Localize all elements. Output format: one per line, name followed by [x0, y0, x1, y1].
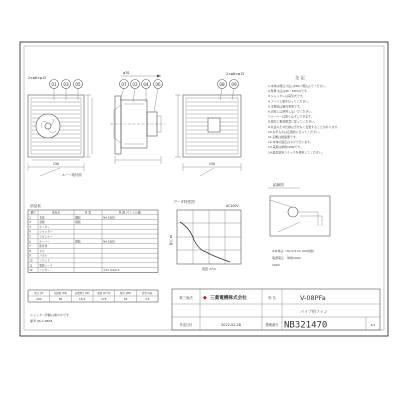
parts-cell: 取付枠	[39, 244, 48, 249]
parts-header-cell: 材 質	[84, 210, 92, 215]
spec-table	[28, 290, 158, 323]
spec-value-cell: 175	[101, 297, 107, 302]
spec-header-cell: 電圧 (V)	[34, 292, 44, 296]
note-line: 12.本体の固定はネジで行います。	[268, 140, 313, 145]
chart-xlabel: 風量 m³/h	[202, 267, 216, 271]
spec-value-cell: 34	[123, 297, 128, 302]
title-block	[172, 289, 380, 331]
callout-group-right	[218, 80, 239, 101]
parts-cell: 本体	[39, 215, 45, 220]
note-line: 4.アース工事を行ってください。	[268, 99, 311, 104]
performance-chart	[168, 199, 241, 271]
callout-group-side	[120, 80, 163, 113]
callout-07: 07	[121, 82, 127, 87]
left-caption: ルーバ取付面	[62, 173, 82, 177]
parts-cell: ネジ	[39, 248, 45, 253]
wiring-note-3: 100V	[272, 263, 280, 267]
callout-03: 03	[63, 82, 69, 87]
parts-cell: 鋼板	[75, 215, 81, 220]
parts-cell: 4	[29, 229, 31, 234]
parts-cell: 7	[29, 244, 31, 249]
company-name: 三菱電機株式会社	[210, 296, 247, 301]
note-line: 1.本体は埋込寸法□150に埋込んでください。	[268, 84, 329, 88]
note-line: 3.シャッターは電気式です。	[268, 94, 306, 99]
spec-note-1: シャッター作動は速やかです	[30, 313, 69, 317]
left-label-top: 2×φ6×φ15	[28, 76, 47, 80]
note-line: 2.壁厚寸法は25〜50mmです。	[268, 89, 310, 94]
parts-cell: モーター	[39, 224, 50, 229]
parts-header-cell: 番号	[30, 210, 36, 215]
notes-lines	[268, 83, 340, 154]
note-line: 5.本製品は屋内専用です。	[268, 104, 303, 109]
left-dim-bottom: 150	[52, 162, 60, 166]
notes-block	[268, 74, 340, 154]
parts-cell: 11	[29, 263, 33, 268]
callout-05: 05	[75, 82, 81, 87]
side-arrow-label: φ70	[123, 71, 130, 75]
spec-note-2: 備考 JIS C 9603	[30, 319, 53, 323]
parts-cell: ハンガー	[39, 268, 50, 273]
parts-table-title: 部品表	[30, 204, 41, 208]
company-logo: ◆	[203, 295, 207, 301]
performance-curve	[180, 222, 230, 262]
note-line: 11.羽根は樹脂製です。	[268, 135, 299, 139]
chart-title: データ特性図	[173, 200, 195, 204]
parts-cell: 3	[29, 224, 31, 229]
callout-08: 08	[219, 82, 225, 87]
drawing-date: 2022-02-28	[221, 323, 241, 327]
wiring-title: 結線図	[273, 183, 284, 187]
note-line: 6.浴室には使用しないでください。	[268, 109, 315, 114]
model-label: 形 名	[268, 296, 276, 300]
fan-circle	[36, 114, 60, 138]
front-view-left	[28, 95, 92, 176]
sheet-number: 1/1	[370, 323, 376, 327]
spec-value-cell: 3.5	[144, 297, 150, 302]
spec-value-cell: 16.5	[79, 297, 86, 302]
wiring-diagram	[268, 182, 330, 267]
parts-cell: 電源コード	[39, 263, 53, 268]
callout-09: 09	[231, 82, 237, 87]
spec-header-cell: 質量 (kg)	[142, 292, 153, 296]
note-line: 14.換気扇用スイッチを使用してください。	[268, 150, 325, 155]
notes-title: 注 記	[295, 75, 305, 80]
chart-ylabel: 静圧 Pa	[169, 234, 173, 246]
spec-value-cell: 100	[36, 297, 42, 302]
callout-02: 02	[132, 82, 138, 87]
spec-grid	[28, 290, 158, 302]
drawing-number: NB321470	[284, 320, 328, 331]
parts-cell: パネル	[39, 253, 48, 258]
parts-header-cell: 部品名	[51, 210, 61, 215]
spec-value-cell: 50	[58, 297, 63, 302]
parts-cell: 樹脂	[75, 239, 81, 244]
parts-cell: 12	[29, 268, 33, 273]
parts-cell: シャッター	[39, 229, 53, 234]
parts-cell: 樹脂	[75, 220, 81, 225]
date-label: 作成日付	[179, 323, 193, 327]
drawing-no-label: 整理番号	[265, 323, 279, 327]
model-name: V-08PFa	[300, 294, 326, 302]
spec-header-cell: 騒音 (dB)	[120, 292, 131, 296]
wiring-note-1: ※本体は〜AC 0.5×2 (AC結線)	[272, 249, 315, 253]
spec-header-cell: 消費電力 (W)	[74, 292, 90, 296]
callout-01: 01	[51, 82, 57, 87]
parts-cell: N9.5近似	[103, 239, 115, 244]
parts-cell: N9.5近似	[103, 215, 115, 220]
note-line: 8.据付工事説明書に従ってください。	[268, 119, 318, 124]
parts-table	[28, 203, 158, 272]
parts-cell: 2	[29, 220, 31, 225]
parts-cell: 羽根	[39, 220, 45, 225]
wiring-note-2: 電源電圧：単相100V	[272, 256, 301, 260]
note-line: 7.ルーバーは取りはずしできます。	[268, 114, 314, 119]
parts-cell: 9	[29, 253, 31, 258]
callout-04: 04	[143, 82, 149, 87]
callout-group-left	[50, 80, 83, 101]
note-line: 9.改良のため仕様は予告なく変更することがあります。	[268, 124, 340, 129]
title-stamp: 第三角法	[179, 296, 193, 300]
parts-grid	[28, 210, 158, 272]
parts-cell: 6	[29, 239, 31, 244]
right-label-top: 2×φ6×φ15	[226, 72, 245, 76]
note-line: 10.お手入れは定期的に行ってください。	[268, 129, 322, 134]
spec-header-cell: 風量 (m³/h)	[97, 292, 111, 296]
parts-cell: スピンナー	[39, 234, 53, 239]
parts-cell: 10	[29, 258, 33, 263]
parts-header-cell: 色 調 (マンセル値)	[118, 210, 142, 215]
parts-cell: 3.5Y 9.0/0.5	[103, 268, 120, 273]
product-name: パイプ用ファン	[300, 309, 328, 314]
callout-06: 06	[155, 82, 161, 87]
spec-header-cell: 周波数 (Hz)	[54, 292, 67, 296]
parts-cell: 8	[29, 248, 31, 253]
note-line: 13.電源は単相100Vです。	[268, 145, 303, 150]
right-dim-bottom: 150	[208, 162, 216, 166]
chart-legend: AC100V	[226, 204, 239, 208]
parts-cell: 5	[29, 234, 31, 239]
parts-cell: 1	[29, 215, 31, 220]
parts-cell: ルーバー	[39, 239, 50, 244]
parts-cell: ソケット	[39, 258, 50, 263]
